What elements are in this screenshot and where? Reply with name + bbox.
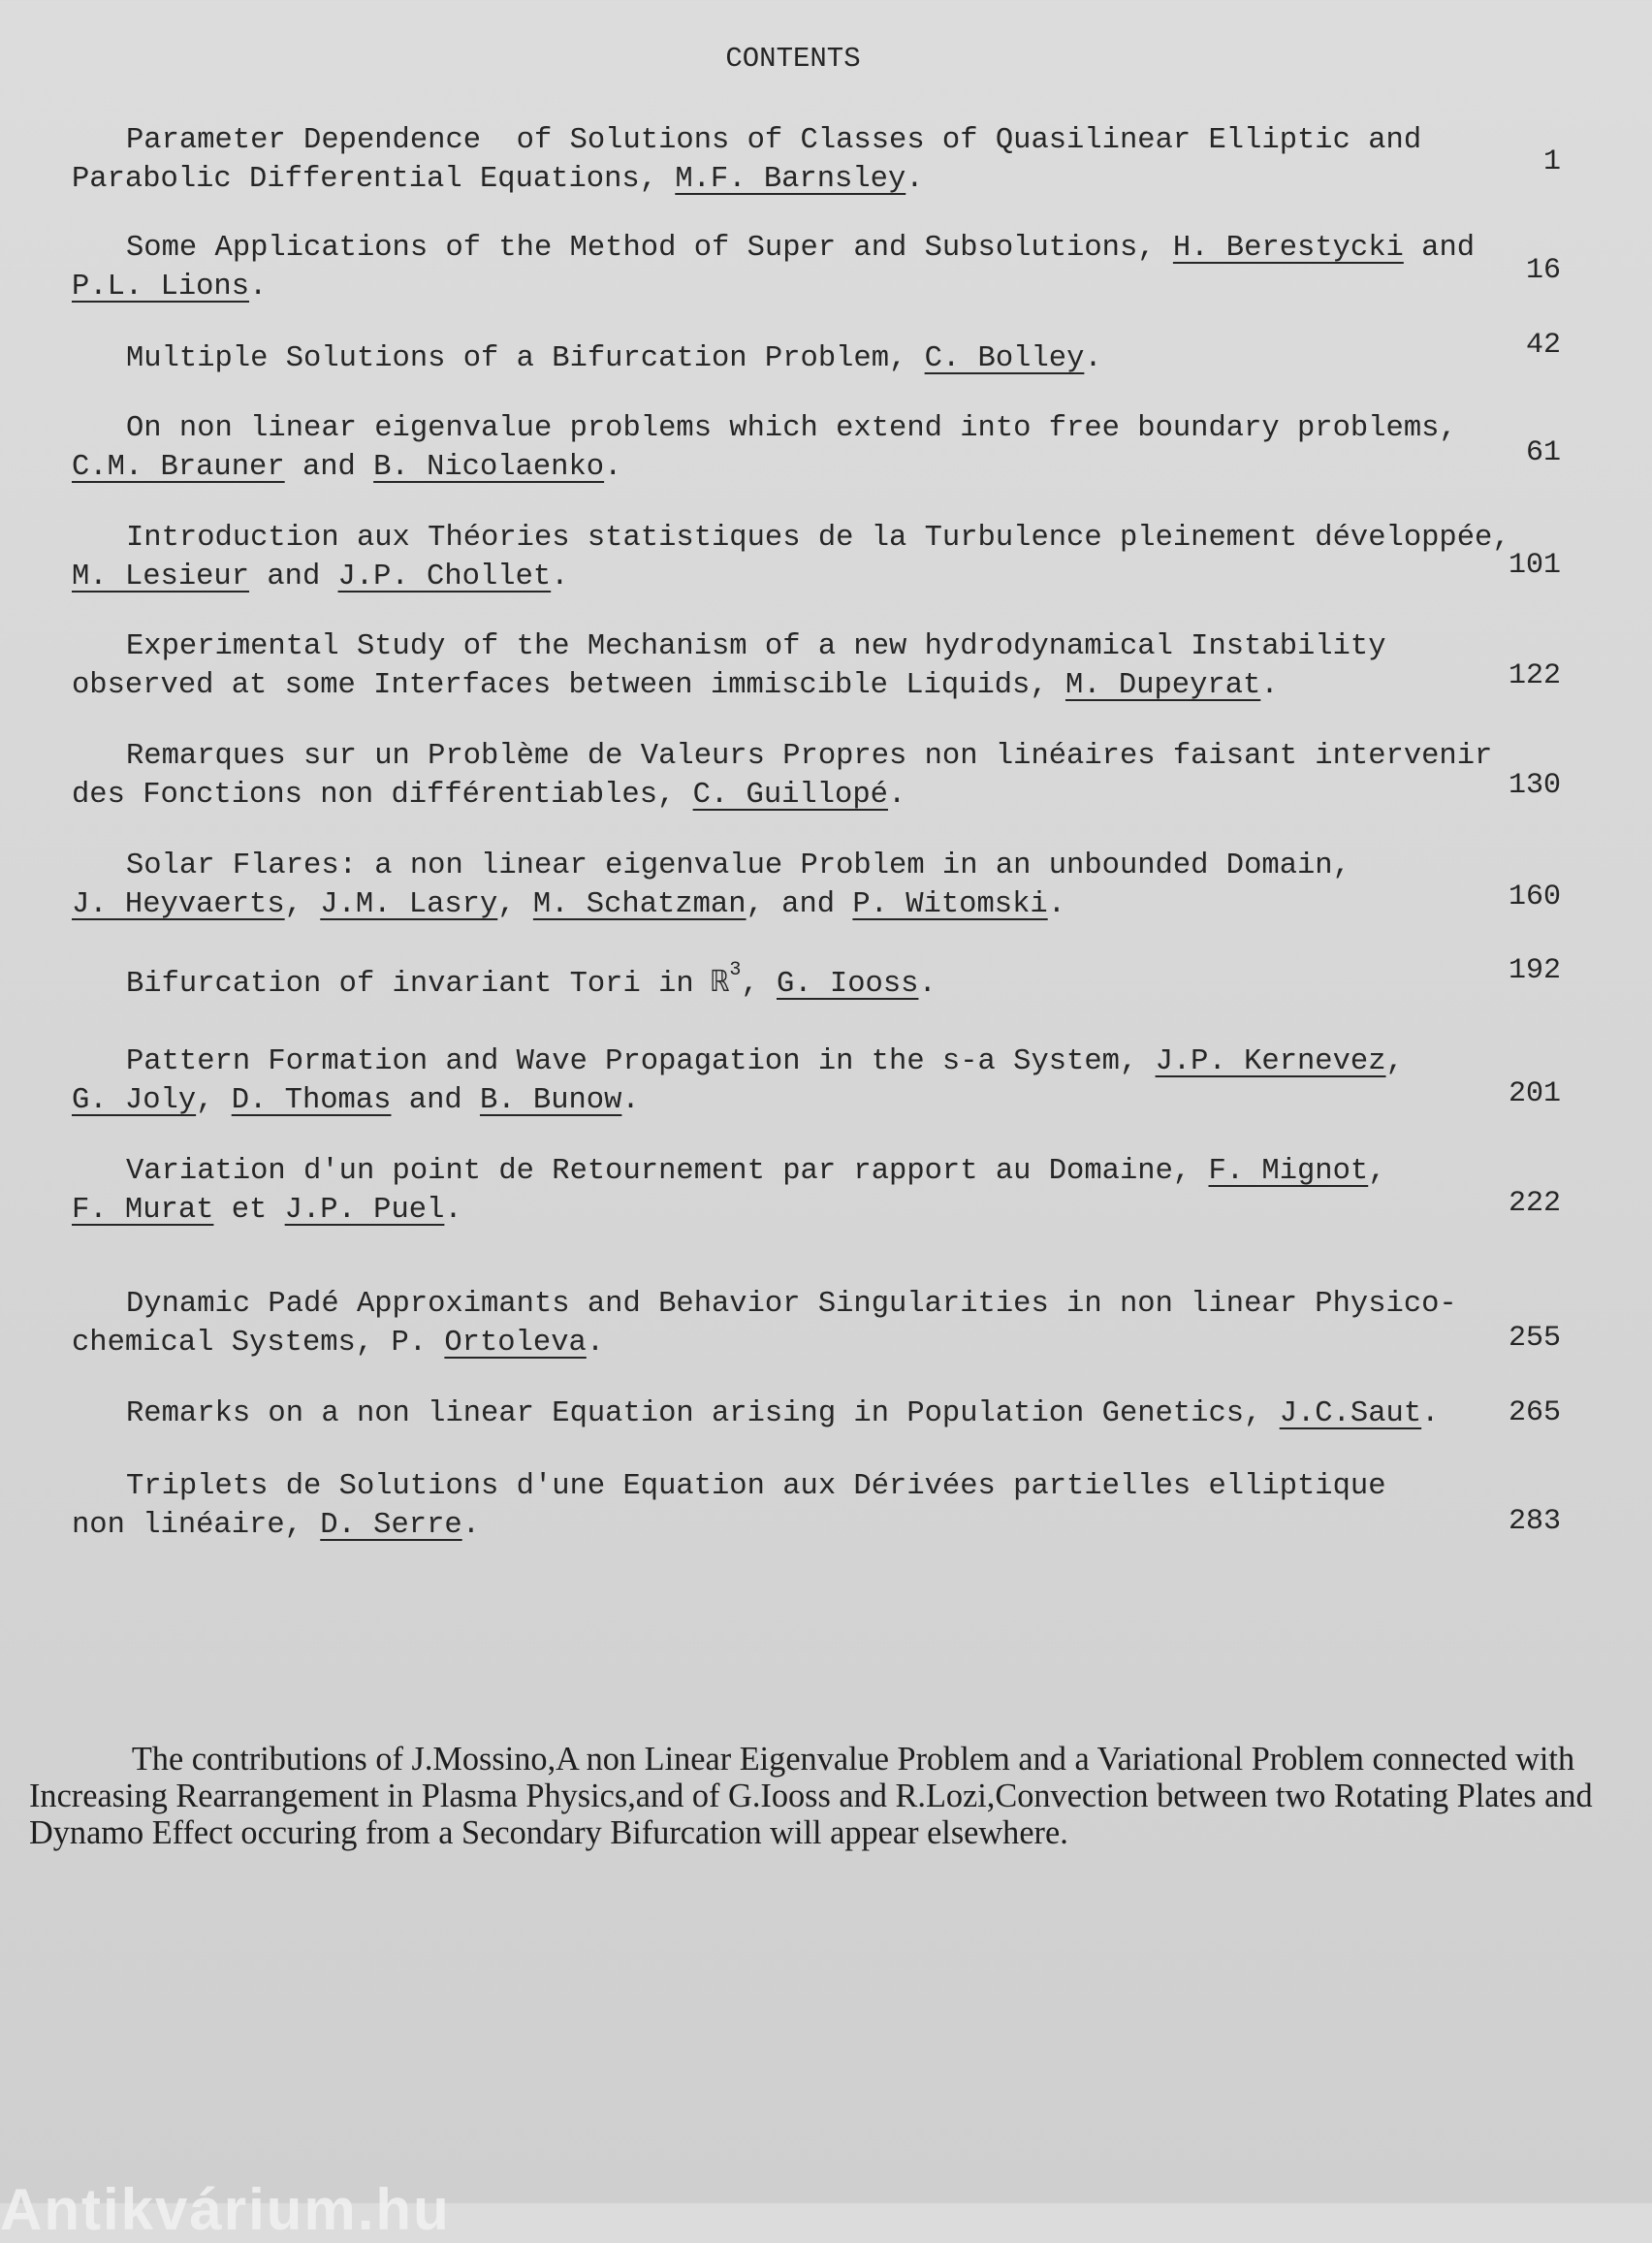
- entry-text: and: [284, 451, 374, 484]
- entry-line: [72, 558, 569, 596]
- author-name: G. Iooss: [777, 968, 919, 1002]
- watermark: Antikvárium.hu: [0, 2177, 451, 2242]
- entry-text: .: [444, 1194, 462, 1227]
- author-name: B. Bunow: [479, 1084, 622, 1117]
- entry-text: Triplets de Solutions d'une Equation aux Dérivées partielles elliptique: [126, 1470, 1386, 1503]
- entry-text: .: [586, 1327, 605, 1360]
- entry-line: [126, 1394, 1439, 1433]
- entry-text: observed at some Interfaces between immiscible Liquids,: [72, 669, 1065, 702]
- entry-line: [126, 737, 1492, 776]
- entry-text: .: [887, 779, 906, 812]
- entry-line: [72, 666, 1279, 705]
- entry-text: .: [1421, 1397, 1440, 1430]
- author-name: B. Nicolaenko: [373, 451, 605, 484]
- entry-text: .: [461, 1509, 480, 1542]
- entry-line: [126, 847, 1350, 885]
- entry-text: .: [1047, 888, 1066, 921]
- entry-text: ,: [1368, 1155, 1386, 1188]
- author-name: C.M. Brauner: [72, 451, 285, 484]
- page-number: 1: [1542, 145, 1561, 178]
- entry-line: [72, 776, 905, 815]
- page-number: 255: [1508, 1322, 1561, 1355]
- entry-text: Multiple Solutions of a Bifurcation Problem,: [126, 342, 925, 375]
- author-name: J.P. Chollet: [337, 561, 552, 593]
- entry-text: ,: [196, 1084, 232, 1117]
- author-name: Ortoleva: [444, 1327, 587, 1360]
- entry-text: and: [249, 561, 338, 593]
- entry-text: Remarks on a non linear Equation arising in Population Genetics,: [126, 1397, 1280, 1430]
- entry-text: and: [391, 1084, 480, 1117]
- entry-text: Parameter Dependence of Solutions of Classes of Quasilinear Elliptic and: [126, 124, 1422, 157]
- entry-text: ,: [497, 888, 533, 921]
- entry-line: [126, 339, 1102, 378]
- page-number: 122: [1508, 659, 1561, 692]
- entry-text: ,: [1385, 1045, 1404, 1078]
- author-name: D. Serre: [320, 1509, 462, 1542]
- entry-text: .: [1084, 342, 1102, 375]
- page-number: 201: [1508, 1077, 1561, 1110]
- entry-text: Introduction aux Théories statistiques de la Turbulence pleinement développée,: [126, 522, 1510, 555]
- page-number: 42: [1525, 329, 1561, 362]
- author-name: H. Berestycki: [1172, 232, 1404, 265]
- entry-line: [72, 268, 267, 306]
- author-name: J.M. Lasry: [320, 888, 498, 921]
- entry-text: .: [249, 271, 268, 304]
- entry-line: [126, 409, 1457, 448]
- entry-text: Solar Flares: a non linear eigenvalue Problem in an unbounded Domain,: [126, 849, 1350, 882]
- entry-text: chemical Systems, P.: [72, 1327, 445, 1360]
- entry-text: .: [551, 561, 569, 593]
- entry-text: des Fonctions non différentiables,: [72, 779, 693, 812]
- page-number: 265: [1508, 1396, 1561, 1429]
- author-name: J.C.Saut: [1279, 1397, 1422, 1430]
- entry-text: and: [1403, 232, 1476, 265]
- entry-line: [126, 1285, 1457, 1324]
- entry-text: .: [905, 163, 924, 196]
- page-number: 160: [1508, 881, 1561, 913]
- entry-text: .: [918, 968, 937, 1002]
- author-name: P. Witomski: [852, 888, 1048, 921]
- author-name: M. Schatzman: [532, 888, 747, 921]
- entry-line: [72, 1506, 480, 1545]
- entry-line: [72, 448, 621, 487]
- entry-line: [126, 1042, 1404, 1081]
- entry-text: Parabolic Differential Equations,: [72, 163, 676, 196]
- entry-line: [72, 1081, 640, 1120]
- author-name: J.P. Puel: [284, 1194, 445, 1227]
- entry-line: [126, 121, 1421, 160]
- author-name: F. Murat: [72, 1194, 214, 1227]
- entry-line: [126, 957, 937, 1004]
- entry-text: et: [213, 1194, 285, 1227]
- entry-line: [126, 1152, 1386, 1191]
- entry-text: ,: [284, 888, 321, 921]
- entry-text: Some Applications of the Method of Super and Subsolutions,: [126, 232, 1173, 265]
- page-number: 61: [1525, 436, 1561, 469]
- entry-line: [126, 1467, 1386, 1506]
- footer-note: [29, 1741, 1606, 1851]
- page-number: 222: [1508, 1187, 1561, 1220]
- author-name: P.L. Lions: [72, 271, 250, 304]
- author-name: M.F. Barnsley: [675, 163, 906, 196]
- entry-text: Experimental Study of the Mechanism of a new hydrodynamical Instability: [126, 630, 1386, 663]
- entry-text: Variation d'un point de Retournement par rapport au Domaine,: [126, 1155, 1209, 1188]
- page-number: 192: [1508, 954, 1561, 987]
- entry-text: .: [621, 1084, 640, 1117]
- entry-line: [126, 519, 1510, 558]
- author-name: M. Dupeyrat: [1064, 669, 1261, 702]
- author-name: C. Bolley: [924, 342, 1085, 375]
- superscript: 3: [729, 959, 742, 981]
- page-number: 16: [1525, 254, 1561, 287]
- entry-text: Dynamic Padé Approximants and Behavior Singularities in non linear Physico-: [126, 1288, 1457, 1321]
- footer-note-text: The contributions of J.Mossino,A non Linear Eigenvalue Problem and a Variational Problem connected with Increasing Rearrangement in Plasma Physics,and of G.Iooss and R.Lozi,Convection between two Rotating Plates and Dynamo Effect occuring from a Secondary Bifurcation will appear elsewhere.: [29, 1740, 1593, 1851]
- entry-line: [72, 1324, 604, 1362]
- entry-text: Pattern Formation and Wave Propagation in the s-a System,: [126, 1045, 1156, 1078]
- author-name: F. Mignot: [1208, 1155, 1369, 1188]
- author-name: D. Thomas: [231, 1084, 392, 1117]
- entry-line: [126, 627, 1386, 666]
- entry-line: [72, 885, 1065, 924]
- author-name: M. Lesieur: [72, 561, 250, 593]
- author-name: G. Joly: [72, 1084, 197, 1117]
- author-name: C. Guillopé: [692, 779, 888, 812]
- page-number: 130: [1508, 769, 1561, 802]
- entry-text: ,: [741, 968, 777, 1002]
- contents-heading: CONTENTS: [725, 43, 861, 75]
- entry-text: Remarques sur un Problème de Valeurs Propres non linéaires faisant intervenir: [126, 740, 1493, 773]
- entry-line: [72, 1191, 462, 1230]
- entry-line: [72, 160, 924, 199]
- entry-text: non linéaire,: [72, 1509, 321, 1542]
- entry-text: On non linear eigenvalue problems which extend into free boundary problems,: [126, 412, 1457, 445]
- entry-text: Bifurcation of invariant Tori in ℝ: [126, 968, 730, 1002]
- entry-text: , and: [746, 888, 853, 921]
- entry-text: .: [1260, 669, 1279, 702]
- entry-text: .: [604, 451, 622, 484]
- page-number: 283: [1508, 1505, 1561, 1538]
- author-name: J.P. Kernevez: [1155, 1045, 1386, 1078]
- entry-line: [126, 229, 1475, 268]
- page-number: 101: [1508, 549, 1561, 582]
- author-name: J. Heyvaerts: [72, 888, 285, 921]
